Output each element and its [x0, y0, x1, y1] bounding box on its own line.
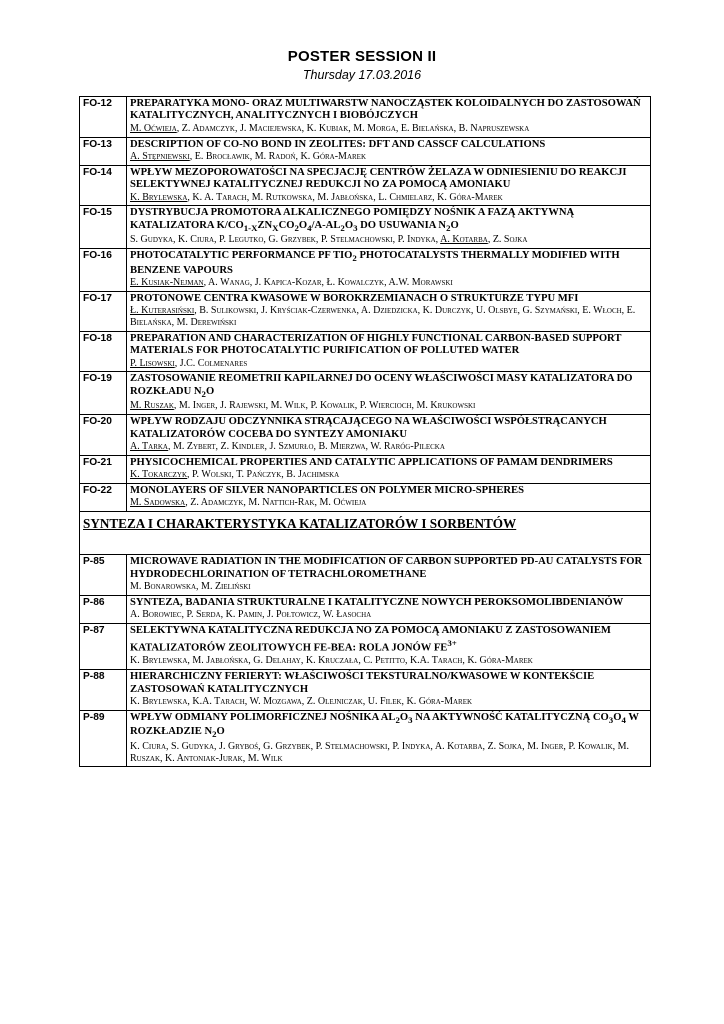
entry-code: FO-13 — [80, 137, 127, 165]
program-row — [80, 455, 651, 483]
entry-code: P-85 — [80, 555, 127, 596]
entry-authors: A. Tarka, M. Zybert, Z. Kindler, J. Szmurło, B. Mierzwa, W. Raróg-Pilecka — [130, 441, 445, 452]
entry-cell — [127, 137, 651, 165]
presenting-author: A. Kotarba — [440, 234, 488, 246]
co-authors: , Z. Adamczyk, J. Maciejewska, K. Kubiak, M. Morga, E. Bielańska, B. Napruszewska — [176, 122, 530, 134]
entry-cell — [127, 415, 651, 456]
co-authors: , E. Brocławik, M. Radoń, K. Góra-Marek — [189, 151, 366, 163]
entry-authors: K. Brylewska, K.A. Tarach, W. Mozgawa, Z. Olejniczak, U. Filek, K. Góra-Marek — [130, 695, 473, 707]
entry-cell — [127, 484, 651, 512]
entry-code: P-89 — [80, 710, 127, 767]
page-header — [0, 48, 724, 82]
program-row — [80, 484, 651, 512]
entry-code: FO-14 — [80, 165, 127, 206]
entry-authors: K. Ciura, S. Gudyka, J. Gryboś, G. Grzybek, P. Stelmachowski, P. Indyka, A. Kotarba, Z. Sojka, M. Inger, P. Kowalik, M. Ruszak, K. Antoniak-Jurak, M. Wilk — [130, 740, 630, 764]
entry-authors: K. Brylewska, M. Jabłońska, G. Delahay, K. Kruczała, C. Petitto, K.A. Tarach, K. Góra-Marek — [130, 655, 533, 667]
entry-title: WPŁYW MEZOPOROWATOŚCI NA SPECJACJĘ CENTRÓW ŻELAZA W ODNIESIENIU DO REAKCJI SELEKTYWNEJ KATALITYCZNEJ REDUKCJI NO ZA POMOCĄ AMONIAKU — [130, 166, 627, 191]
co-authors: , K. A. Tarach, M. Rutkowska, M. Jabłońska, L. Chmielarz, K. Góra-Marek — [187, 191, 503, 203]
presenting-author: P. Lisowski — [130, 357, 175, 369]
entry-title: MICROWAVE RADIATION IN THE MODIFICATION OF CARBON SUPPORTED PD-AU CATALYSTS FOR HYDRODECHLORINATION OF TETRACHLOROMETHANE — [130, 556, 643, 580]
program-row — [80, 372, 651, 415]
entry-title: DESCRIPTION OF CO-NO BOND IN ZEOLITES: DFT AND CASSCF CALCULATIONS — [130, 138, 546, 150]
entry-code: FO-12 — [80, 97, 127, 138]
entry-cell — [127, 291, 651, 331]
entry-title: PREPARATION AND CHARACTERIZATION OF HIGHLY FUNCTIONAL CARBON-BASED SUPPORT MATERIALS FOR PHOTOCATALYTIC PURIFICATION OF POLLUTED WATER — [130, 332, 622, 357]
entry-cell — [127, 97, 651, 138]
entry-cell — [127, 624, 651, 670]
entry-cell — [127, 670, 651, 711]
program-row — [80, 595, 651, 623]
entry-authors: K. Tokarczyk, P. Wolski, T. Pańczyk, B. Jachimska — [130, 469, 340, 481]
entry-title: DYSTRYBUCJA PROMOTORA ALKALICZNEGO POMIĘDZY NOŚNIK A FAZĄ AKTYWNĄ KATALIZATORA $K/CO_{1-X}ZN_XCO_2O_4/A-AL_2O_3$ DO USUWANIA $N_2O$ — [130, 207, 575, 233]
entry-code: FO-20 — [80, 415, 127, 456]
entry-cell — [127, 249, 651, 292]
entry-authors: A. Borowiec, P. Serda, K. Pamin, J. Połtowicz, W. Łasocha — [130, 609, 372, 621]
entry-title: MONOLAYERS OF SILVER NANOPARTICLES ON POLYMER MICRO-SPHERES — [130, 485, 525, 496]
entry-cell — [127, 595, 651, 623]
entry-authors: M. Ruszak, M. Inger, J. Rajewski, M. Wilk, P. Kowalik, P. Wiercioch, M. Krukowski — [130, 400, 476, 412]
program-row — [80, 624, 651, 670]
session-date: Thursday 17.03.2016 — [302, 68, 422, 82]
entry-code: FO-18 — [80, 331, 127, 372]
entry-code: FO-17 — [80, 291, 127, 331]
entry-cell — [127, 455, 651, 483]
entry-cell — [127, 372, 651, 415]
presenting-author: M. Oćwieja — [130, 122, 177, 134]
entry-title: WPŁYW RODZAJU ODCZYNNIKA STRĄCAJĄCEGO NA WŁAŚCIWOŚCI WSPÓŁSTRĄCANYCH KATALIZATORÓW COCEBA DO SYNTEZY AMONIAKU — [130, 416, 607, 440]
entry-title: WPŁYW ODMIANY POLIMORFICZNEJ NOŚNIKA $AL_2O_3$ NA AKTYWNOŚĆ KATALITYCZNĄ $CO_3O_4$ W ROZKŁADZIE $N_2O$ — [130, 711, 639, 740]
entry-authors: S. Gudyka, K. Ciura, P. Legutko, G. Grzybek, P. Stelmachowski, P. Indyka, A. Kotarba, Z. Sojka — [130, 234, 528, 246]
entry-code: FO-22 — [80, 484, 127, 512]
entry-code: P-88 — [80, 670, 127, 711]
presenting-author: Ł. Kuterasiński — [130, 305, 195, 317]
program-row — [80, 291, 651, 331]
entry-authors: P. Lisowski, J.C. Colmenares — [130, 357, 248, 369]
presenting-author: M. Ruszak — [130, 400, 174, 412]
entry-code: FO-16 — [80, 249, 127, 292]
program-row — [80, 206, 651, 249]
entry-title: ZASTOSOWANIE REOMETRII KAPILARNEJ DO OCENY WŁAŚCIWOŚCI MASY KATALIZATORA DO ROZKŁADU $N_2O$ — [130, 373, 633, 399]
program-row — [80, 137, 651, 165]
entry-title: SYNTEZA, BADANIA STRUKTURALNE I KATALITYCZNE NOWYCH PEROKSOMOLIBDENIANÓW — [130, 596, 624, 608]
entry-authors — [130, 192, 647, 204]
entry-title: PHYSICOCHEMICAL PROPERTIES AND CATALYTIC APPLICATIONS OF PAMAM DENDRIMERS — [130, 456, 613, 468]
entry-cell — [127, 331, 651, 372]
entry-title: PREPARATYKA MONO- ORAZ MULTIWARSTW NANOCZĄSTEK KOLOIDALNYCH DO ZASTOSOWAŃ KATALITYCZNYCH, ANALITYCZNYCH I BIOBÓJCZYCH — [130, 98, 641, 122]
entry-code: FO-15 — [80, 206, 127, 249]
presenting-author: A. Stępniewski — [130, 151, 190, 163]
entry-code: FO-19 — [80, 372, 127, 415]
program-row — [80, 555, 651, 596]
program-table — [79, 96, 651, 767]
entry-code: FO-21 — [80, 455, 127, 483]
entry-cell — [127, 555, 651, 596]
presenting-author: K. Brylewska — [130, 191, 188, 203]
presenting-author: A. Tarka — [130, 441, 168, 452]
program-row — [80, 710, 651, 767]
section-cell — [80, 512, 651, 555]
program-row — [80, 670, 651, 711]
entry-title: PROTONOWE CENTRA KWASOWE W BOROKRZEMIANACH O STRUKTURZE TYPU MFI — [130, 292, 579, 304]
program-row — [80, 165, 651, 206]
program-row — [80, 331, 651, 372]
entry-cell — [127, 710, 651, 767]
entry-authors: Ł. Kuterasiński, B. Sulikowski, J. Kryściak-Czerwenka, A. Dziedzicka, K. Durczyk, U. Olsbye, G. Szymański, E. Włoch, E. Bielańska, M. Derewiński — [130, 305, 636, 329]
section-title: SYNTEZA I CHARAKTERYSTYKA KATALIZATORÓW I SORBENTÓW — [83, 516, 517, 532]
entry-title: PHOTOCATALYTIC PERFORMANCE PF $TIO_2$ PHOTOCATALYSTS THERMALLY MODIFIED WITH BENZENE VAPOURS — [130, 250, 620, 276]
entry-cell — [127, 206, 651, 249]
entry-authors: E. Kusiak-Nejman, A. Wanag, J. Kapica-Kozar, Ł. Kowalczyk, A.W. Morawski — [130, 277, 453, 289]
entry-code: P-86 — [80, 595, 127, 623]
entry-authors: M. Sadowska, Z. Adamczyk, M. Nattich-Rak, M. Oćwieja — [130, 497, 367, 509]
entry-title: HIERARCHICZNY FERIERYT: WŁAŚCIWOŚCI TEKSTURALNO/KWASOWE W KONTEKŚCIE ZASTOSOWAŃ KATALITYCZNYCH — [130, 671, 595, 695]
presenting-author: K. Tokarczyk — [130, 469, 188, 481]
program-row — [80, 97, 651, 138]
presenting-author: E. Kusiak-Nejman — [130, 277, 204, 289]
section-row — [80, 512, 651, 555]
session-title: POSTER SESSION II — [287, 48, 437, 65]
entry-title: SELEKTYWNA KATALITYCZNA REDUKCJA NO ZA POMOCĄ AMONIAKU Z ZASTOSOWANIEM KATALIZATORÓW ZEOLITOWYCH FE-BEA: ROLA JONÓW $FE^{3+}$ — [130, 625, 611, 654]
entry-authors — [130, 123, 647, 135]
presenting-author: M. Sadowska — [130, 497, 186, 509]
program-row — [80, 249, 651, 292]
entry-authors — [130, 151, 647, 163]
entry-code: P-87 — [80, 624, 127, 670]
entry-authors: M. Bonarowska, M. Zieliński — [130, 581, 251, 593]
entry-cell — [127, 165, 651, 206]
program-row — [80, 415, 651, 456]
